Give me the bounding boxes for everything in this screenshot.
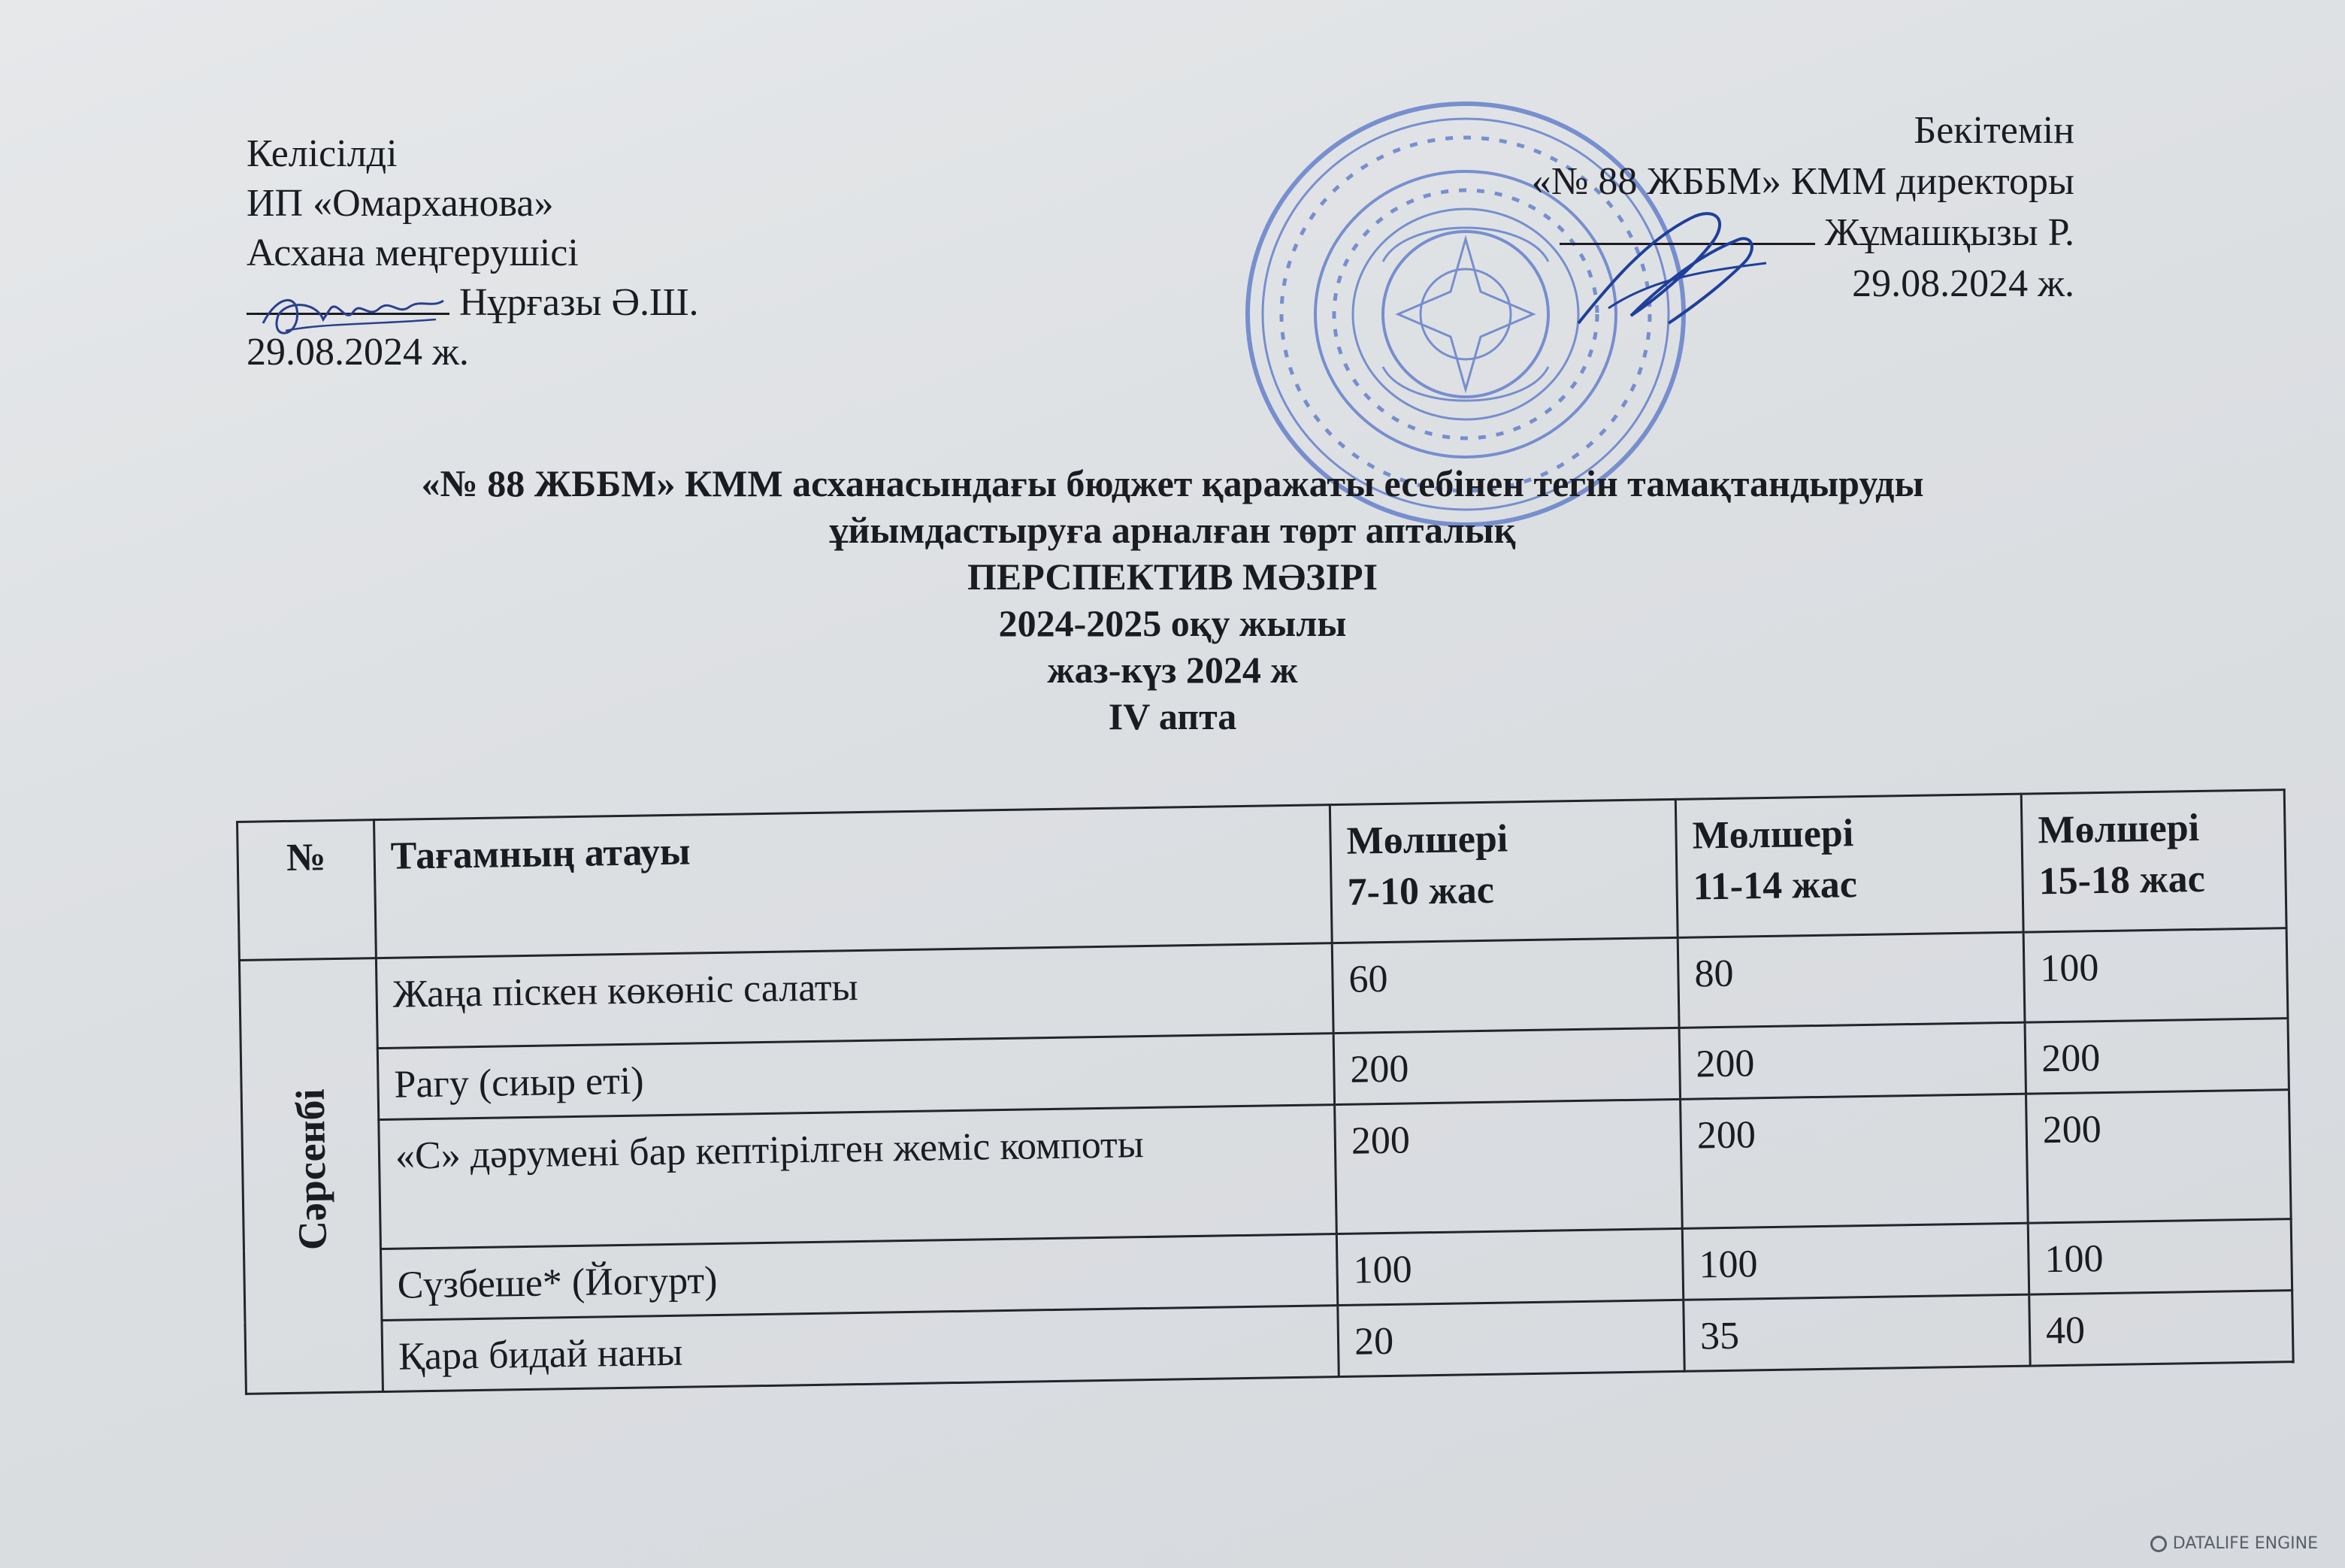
signer-name: Жұмашқызы Р.: [1824, 211, 2074, 254]
portion-15-18: 100: [2023, 928, 2288, 1022]
dish-name: Қара бидай наны: [382, 1306, 1339, 1392]
dish-name: Сүзбеше* (Йогурт): [380, 1234, 1337, 1321]
portion-7-10: 200: [1333, 1028, 1680, 1104]
portion-15-18: 100: [2028, 1219, 2292, 1294]
title-line-2: ұйымдастыруға арналған төрт апталық: [829, 509, 1516, 551]
header-portion-7-10: [1330, 799, 1678, 943]
portion-15-18: 40: [2029, 1291, 2293, 1366]
company-name: ИП «Омарханова»: [247, 182, 554, 225]
watermark-icon: [2150, 1536, 2167, 1552]
approval-date: 29.08.2024 ж.: [1852, 262, 2074, 305]
signature-left: [256, 278, 451, 346]
watermark-text: DATALIFE ENGINE: [2172, 1534, 2318, 1553]
header-label: Мөлшері: [1692, 812, 1854, 858]
approval-date: 29.08.2024 ж.: [247, 331, 469, 374]
header-age: 7-10 жас: [1347, 868, 1495, 914]
portion-11-14: 200: [1679, 1022, 2026, 1099]
header-label: Мөлшері: [1346, 817, 1508, 863]
title-line-3: ПЕРСПЕКТИВ МӘЗІРІ: [967, 555, 1378, 598]
portion-15-18: 200: [2025, 1019, 2289, 1094]
dish-name: Рагу (сиыр еті): [377, 1034, 1334, 1120]
day-cell: [239, 958, 383, 1394]
watermark: [2150, 1534, 2318, 1553]
header-portion-11-14: [1675, 794, 2023, 937]
dish-name: Жаңа піскен көкөніс салаты: [376, 943, 1333, 1049]
dish-name: «С» дәрумені бар кептірілген жеміс компоты: [379, 1105, 1337, 1249]
header-number: №: [238, 820, 377, 961]
portion-7-10: 200: [1335, 1099, 1683, 1234]
header-label: Мөлшері: [2038, 806, 2200, 852]
header-age: 11-14 жас: [1693, 863, 1858, 909]
header-portion-15-18: [2021, 790, 2286, 932]
signer-name: Нұрғазы Ә.Ш.: [459, 281, 699, 324]
header-age: 15-18 жас: [2038, 857, 2206, 904]
title-line-1: «№ 88 ЖББМ» КММ асханасындағы бюджет қаражаты есебінен тегін тамақтандыруды: [421, 462, 1924, 504]
portion-11-14: 35: [1684, 1294, 2030, 1371]
day-label: Сәрсенбі: [287, 1088, 335, 1251]
title-line-6: IV апта: [1108, 695, 1237, 737]
portion-7-10: 100: [1336, 1228, 1683, 1305]
portion-11-14: 100: [1682, 1223, 2029, 1300]
approve-label: Бекітемін: [1914, 109, 2074, 152]
portion-11-14: 200: [1681, 1094, 2029, 1228]
header-dish-name: Тағамның атауы: [374, 805, 1333, 958]
director-title: «№ 88 ЖББМ» КММ директоры: [1531, 160, 2074, 203]
portion-7-10: 60: [1332, 937, 1679, 1033]
document-title: [0, 460, 2345, 740]
signature-right: [1563, 195, 1774, 346]
title-line-4: 2024-2025 оқу жылы: [998, 602, 1347, 644]
portion-7-10: 20: [1338, 1300, 1684, 1376]
portion-15-18: 200: [2026, 1090, 2291, 1223]
title-line-5: жаз-күз 2024 ж: [1047, 649, 1298, 691]
approved-label: Келісілді: [247, 132, 398, 175]
menu-table: [236, 789, 2295, 1395]
position-title: Асхана меңгерушісі: [247, 232, 579, 274]
portion-11-14: 80: [1678, 932, 2025, 1028]
